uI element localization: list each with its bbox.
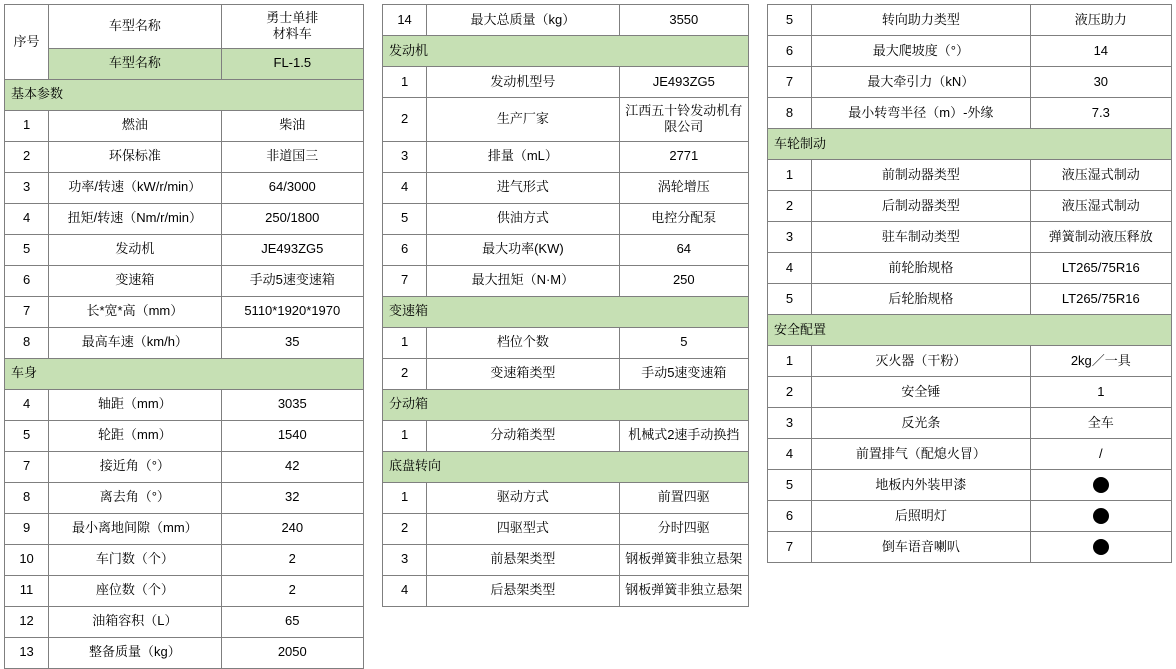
row-index: 12 xyxy=(5,606,49,637)
row-name: 最大功率(KW) xyxy=(427,234,620,265)
table-row xyxy=(5,544,364,575)
filled-circle-icon xyxy=(1093,539,1109,555)
header-model-code: FL-1.5 xyxy=(221,48,363,79)
row-index: 2 xyxy=(383,98,427,142)
row-index: 4 xyxy=(768,253,812,284)
row-name: 进气形式 xyxy=(427,172,620,203)
row-index: 6 xyxy=(768,501,812,532)
header-model-name-label-2: 车型名称 xyxy=(49,48,221,79)
row-name: 后轮胎规格 xyxy=(812,284,1031,315)
row-name: 分动箱类型 xyxy=(427,420,620,451)
row-value: LT265/75R16 xyxy=(1030,284,1171,315)
section-basic xyxy=(5,79,364,110)
row-index: 9 xyxy=(5,513,49,544)
row-value: / xyxy=(1030,439,1171,470)
table-row xyxy=(768,408,1172,439)
row-index: 14 xyxy=(383,5,427,36)
section-chassis-steering-label: 底盘转向 xyxy=(383,451,749,482)
row-index: 7 xyxy=(383,265,427,296)
row-name: 最大扭矩（N·M） xyxy=(427,265,620,296)
row-name: 反光条 xyxy=(812,408,1031,439)
row-name: 前轮胎规格 xyxy=(812,253,1031,284)
table-row xyxy=(5,606,364,637)
header-model-name-label: 车型名称 xyxy=(49,5,221,49)
row-name: 最小转弯半径（m）-外缘 xyxy=(812,98,1031,129)
row-value: 钢板弹簧非独立悬架 xyxy=(619,575,748,606)
row-value: 14 xyxy=(1030,36,1171,67)
row-index: 2 xyxy=(383,513,427,544)
row-index: 7 xyxy=(5,451,49,482)
row-index: 4 xyxy=(768,439,812,470)
row-name: 最大牵引力（kN） xyxy=(812,67,1031,98)
row-value: LT265/75R16 xyxy=(1030,253,1171,284)
row-value: 3035 xyxy=(221,389,363,420)
section-wheel-brake-label: 车轮制动 xyxy=(768,129,1172,160)
row-index: 6 xyxy=(768,36,812,67)
row-name: 轮距（mm） xyxy=(49,420,221,451)
table-row xyxy=(768,253,1172,284)
row-value: 64/3000 xyxy=(221,172,363,203)
row-name: 最小离地间隙（mm） xyxy=(49,513,221,544)
row-index: 8 xyxy=(5,327,49,358)
row-index: 13 xyxy=(5,637,49,668)
row-name: 灭火器（干粉） xyxy=(812,346,1031,377)
row-value: 64 xyxy=(619,234,748,265)
row-name: 前悬架类型 xyxy=(427,544,620,575)
table-row xyxy=(5,265,364,296)
row-name: 安全锤 xyxy=(812,377,1031,408)
table-row xyxy=(383,141,749,172)
table-row xyxy=(768,377,1172,408)
row-value: 250 xyxy=(619,265,748,296)
row-value: 机械式2速手动换挡 xyxy=(619,420,748,451)
table-row xyxy=(5,203,364,234)
table-row xyxy=(5,172,364,203)
section-engine-label: 发动机 xyxy=(383,36,749,67)
table-row xyxy=(383,98,749,142)
table-row xyxy=(5,482,364,513)
spec-column-3 xyxy=(767,4,1172,563)
row-value: 2771 xyxy=(619,141,748,172)
row-value: 5 xyxy=(619,327,748,358)
row-value: 5110*1920*1970 xyxy=(221,296,363,327)
row-name: 倒车语音喇叭 xyxy=(812,532,1031,563)
header-index-label: 序号 xyxy=(5,5,49,80)
spec-table-3 xyxy=(767,4,1172,563)
row-value: 全车 xyxy=(1030,408,1171,439)
row-name: 变速箱 xyxy=(49,265,221,296)
row-value: 弹簧制动液压释放 xyxy=(1030,222,1171,253)
row-value: 液压湿式制动 xyxy=(1030,191,1171,222)
spec-table-2 xyxy=(382,4,749,607)
table-row xyxy=(383,203,749,234)
row-index: 2 xyxy=(5,141,49,172)
table-row xyxy=(383,420,749,451)
table-row-header-2 xyxy=(5,48,364,79)
row-name: 扭矩/转速（Nm/r/min） xyxy=(49,203,221,234)
table-row xyxy=(768,284,1172,315)
table-row xyxy=(5,296,364,327)
row-index: 7 xyxy=(5,296,49,327)
row-value: 江西五十铃发动机有限公司 xyxy=(619,98,748,142)
table-row xyxy=(768,191,1172,222)
row-value: 240 xyxy=(221,513,363,544)
row-index: 1 xyxy=(768,346,812,377)
section-basic-label: 基本参数 xyxy=(5,79,364,110)
table-row xyxy=(383,5,749,36)
table-row xyxy=(768,67,1172,98)
row-name: 最大爬坡度（°） xyxy=(812,36,1031,67)
row-value: 电控分配泵 xyxy=(619,203,748,234)
row-name: 后制动器类型 xyxy=(812,191,1031,222)
section-body xyxy=(5,358,364,389)
row-name: 前置排气（配熄火冒） xyxy=(812,439,1031,470)
table-row xyxy=(383,358,749,389)
section-wheel-brake xyxy=(768,129,1172,160)
spec-table-1 xyxy=(4,4,364,669)
row-name: 驱动方式 xyxy=(427,482,620,513)
table-row xyxy=(768,222,1172,253)
row-index: 8 xyxy=(5,482,49,513)
table-row xyxy=(5,327,364,358)
row-value: 7.3 xyxy=(1030,98,1171,129)
table-row xyxy=(768,501,1172,532)
row-name: 整备质量（kg） xyxy=(49,637,221,668)
row-value: 分时四驱 xyxy=(619,513,748,544)
row-index: 5 xyxy=(5,420,49,451)
section-transfer-case xyxy=(383,389,749,420)
row-name: 四驱型式 xyxy=(427,513,620,544)
table-row xyxy=(5,513,364,544)
table-row xyxy=(768,5,1172,36)
table-row xyxy=(383,513,749,544)
row-name: 生产厂家 xyxy=(427,98,620,142)
spec-column-2 xyxy=(382,4,749,607)
row-value: 1 xyxy=(1030,377,1171,408)
table-row xyxy=(383,67,749,98)
row-value: 65 xyxy=(221,606,363,637)
row-value: JE493ZG5 xyxy=(619,67,748,98)
row-index: 6 xyxy=(5,265,49,296)
row-value: 手动5速变速箱 xyxy=(619,358,748,389)
table-row xyxy=(383,482,749,513)
table-row xyxy=(768,346,1172,377)
section-gearbox-label: 变速箱 xyxy=(383,296,749,327)
table-row xyxy=(383,575,749,606)
row-name: 排量（mL） xyxy=(427,141,620,172)
row-index: 5 xyxy=(768,470,812,501)
spec-column-1 xyxy=(4,4,364,669)
row-value: 2050 xyxy=(221,637,363,668)
row-name: 座位数（个） xyxy=(49,575,221,606)
row-name: 车门数（个） xyxy=(49,544,221,575)
table-row xyxy=(768,36,1172,67)
table-row xyxy=(768,160,1172,191)
section-chassis-steering xyxy=(383,451,749,482)
row-value: 1540 xyxy=(221,420,363,451)
row-value: 前置四驱 xyxy=(619,482,748,513)
row-value-dot xyxy=(1030,470,1171,501)
row-index: 2 xyxy=(383,358,427,389)
row-name: 发动机 xyxy=(49,234,221,265)
row-value: 非道国三 xyxy=(221,141,363,172)
table-row xyxy=(768,470,1172,501)
row-index: 7 xyxy=(768,532,812,563)
table-row xyxy=(5,110,364,141)
filled-circle-icon xyxy=(1093,477,1109,493)
row-index: 5 xyxy=(383,203,427,234)
table-row xyxy=(5,420,364,451)
row-index: 4 xyxy=(383,172,427,203)
row-name: 环保标准 xyxy=(49,141,221,172)
row-name: 后悬架类型 xyxy=(427,575,620,606)
row-index: 3 xyxy=(5,172,49,203)
row-name: 功率/转速（kW/r/min） xyxy=(49,172,221,203)
row-index: 3 xyxy=(383,141,427,172)
row-value: 250/1800 xyxy=(221,203,363,234)
row-index: 3 xyxy=(383,544,427,575)
table-row xyxy=(383,234,749,265)
row-index: 5 xyxy=(5,234,49,265)
row-value: 手动5速变速箱 xyxy=(221,265,363,296)
row-value: 30 xyxy=(1030,67,1171,98)
section-transfer-case-label: 分动箱 xyxy=(383,389,749,420)
row-index: 3 xyxy=(768,222,812,253)
row-value: 涡轮增压 xyxy=(619,172,748,203)
row-name: 最高车速（km/h） xyxy=(49,327,221,358)
row-name: 接近角（°） xyxy=(49,451,221,482)
row-value: 液压助力 xyxy=(1030,5,1171,36)
row-index: 4 xyxy=(5,203,49,234)
row-index: 11 xyxy=(5,575,49,606)
row-value: 液压湿式制动 xyxy=(1030,160,1171,191)
table-row xyxy=(383,544,749,575)
section-gearbox xyxy=(383,296,749,327)
table-row xyxy=(383,172,749,203)
filled-circle-icon xyxy=(1093,508,1109,524)
row-value: 2 xyxy=(221,575,363,606)
header-model-value-line1: 勇士单排 xyxy=(266,10,319,25)
row-value: 钢板弹簧非独立悬架 xyxy=(619,544,748,575)
row-value: 42 xyxy=(221,451,363,482)
table-row xyxy=(383,327,749,358)
row-name: 燃油 xyxy=(49,110,221,141)
row-index: 10 xyxy=(5,544,49,575)
row-index: 1 xyxy=(5,110,49,141)
row-name: 发动机型号 xyxy=(427,67,620,98)
row-name: 后照明灯 xyxy=(812,501,1031,532)
row-name: 长*宽*高（mm） xyxy=(49,296,221,327)
section-body-label: 车身 xyxy=(5,358,364,389)
row-name: 地板内外装甲漆 xyxy=(812,470,1031,501)
row-name: 档位个数 xyxy=(427,327,620,358)
row-index: 7 xyxy=(768,67,812,98)
row-index: 1 xyxy=(383,482,427,513)
row-name: 驻车制动类型 xyxy=(812,222,1031,253)
row-value: 32 xyxy=(221,482,363,513)
table-row xyxy=(5,451,364,482)
row-value: 2 xyxy=(221,544,363,575)
row-index: 1 xyxy=(383,420,427,451)
row-value-dot xyxy=(1030,501,1171,532)
header-model-value-line2: 材料车 xyxy=(272,26,312,42)
row-value: JE493ZG5 xyxy=(221,234,363,265)
section-safety-label: 安全配置 xyxy=(768,315,1172,346)
table-row-header xyxy=(5,5,364,49)
table-row xyxy=(5,575,364,606)
table-row xyxy=(768,439,1172,470)
row-value-dot xyxy=(1030,532,1171,563)
row-value: 柴油 xyxy=(221,110,363,141)
row-index: 6 xyxy=(383,234,427,265)
table-row xyxy=(5,389,364,420)
table-row xyxy=(5,141,364,172)
row-index: 5 xyxy=(768,284,812,315)
row-name: 供油方式 xyxy=(427,203,620,234)
row-value: 35 xyxy=(221,327,363,358)
row-name: 前制动器类型 xyxy=(812,160,1031,191)
table-row xyxy=(5,637,364,668)
row-name: 转向助力类型 xyxy=(812,5,1031,36)
row-index: 3 xyxy=(768,408,812,439)
row-value: 2kg／一具 xyxy=(1030,346,1171,377)
row-index: 1 xyxy=(383,327,427,358)
row-index: 1 xyxy=(768,160,812,191)
row-index: 1 xyxy=(383,67,427,98)
section-engine xyxy=(383,36,749,67)
header-model-value xyxy=(221,5,363,49)
row-name: 变速箱类型 xyxy=(427,358,620,389)
table-row xyxy=(768,98,1172,129)
row-index: 2 xyxy=(768,377,812,408)
row-index: 2 xyxy=(768,191,812,222)
table-row xyxy=(768,532,1172,563)
row-index: 5 xyxy=(768,5,812,36)
row-value: 3550 xyxy=(619,5,748,36)
row-name: 离去角（°） xyxy=(49,482,221,513)
table-row xyxy=(383,265,749,296)
row-index: 8 xyxy=(768,98,812,129)
section-safety xyxy=(768,315,1172,346)
row-index: 4 xyxy=(5,389,49,420)
row-name: 轴距（mm） xyxy=(49,389,221,420)
table-row xyxy=(5,234,364,265)
row-index: 4 xyxy=(383,575,427,606)
row-name: 最大总质量（kg） xyxy=(427,5,620,36)
row-name: 油箱容积（L） xyxy=(49,606,221,637)
